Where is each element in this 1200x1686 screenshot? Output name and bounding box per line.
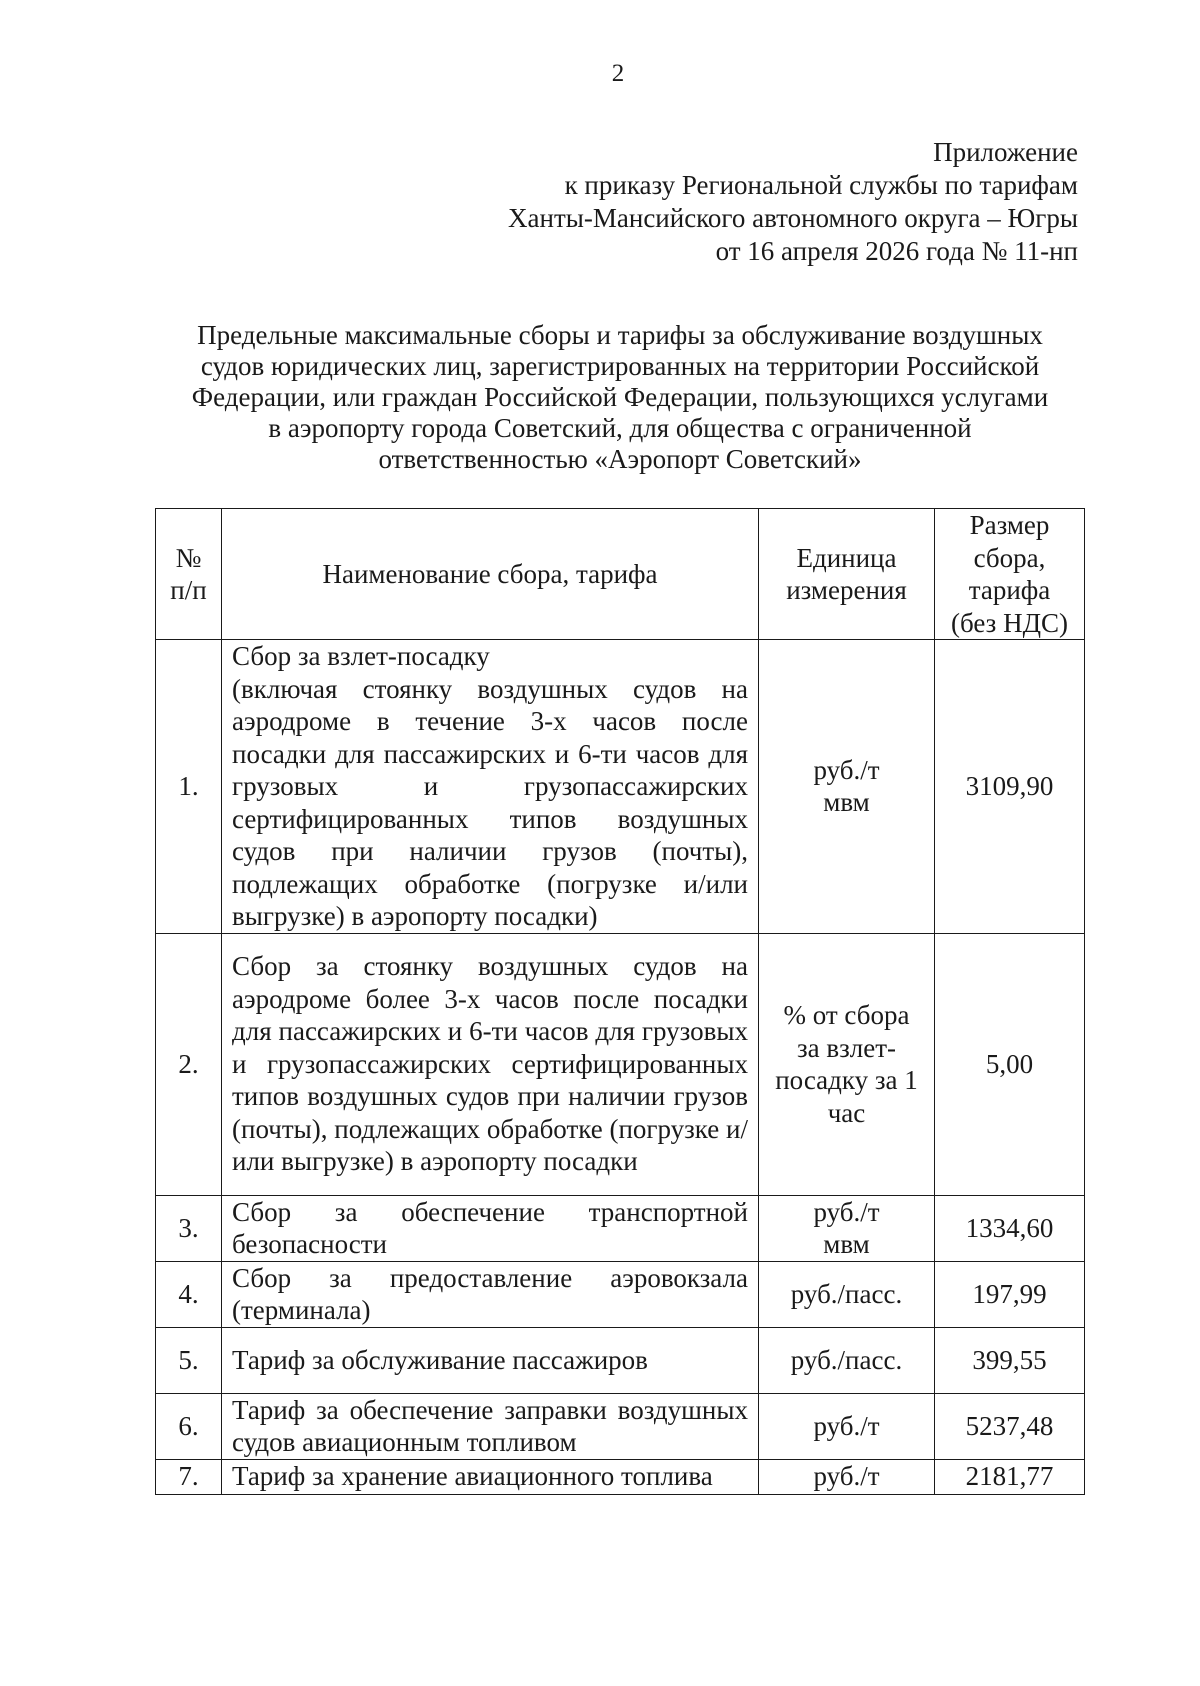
fee-name: Сбор за предоставление аэровокзала (терминала) [222,1261,759,1327]
appendix-line: от 16 апреля 2026 года № 11-нп [715,236,1078,266]
table-row [156,1393,1085,1459]
title-line: в аэропорту города Советский, для общества с ограниченной [268,413,972,443]
header-num: № п/п [156,509,222,640]
table-header-row [156,509,1085,640]
fee-name: Тариф за хранение авиационного топлива [222,1459,759,1494]
row-number: 5. [156,1327,222,1393]
fee-name: Сбор за обеспечение транспортной безопасности [222,1195,759,1261]
tariff-table [155,508,1085,1495]
title-line: Федерации, или граждан Российской Федерации, пользующихся услугами [191,382,1049,412]
row-number: 1. [156,640,222,934]
row-number: 3. [156,1195,222,1261]
fee-unit: руб./пасс. [759,1327,935,1393]
table-row [156,1195,1085,1261]
appendix-line: Приложение [933,137,1078,167]
table-row [156,1327,1085,1393]
fee-value: 1334,60 [935,1195,1085,1261]
row-number: 6. [156,1393,222,1459]
row-number: 4. [156,1261,222,1327]
fee-unit: руб./т [759,1459,935,1494]
header-unit: Единица измерения [759,509,935,640]
table-row [156,640,1085,934]
title-line: судов юридических лиц, зарегистрированных на территории Российской [200,351,1040,381]
fee-value: 5237,48 [935,1393,1085,1459]
fee-unit: руб./т мвм [759,1195,935,1261]
fee-value: 2181,77 [935,1459,1085,1494]
document-title [150,320,1090,475]
fee-unit: руб./т [759,1393,935,1459]
appendix-line: к приказу Региональной службы по тарифам [564,170,1078,200]
header-value: Размер сбора, тарифа (без НДС) [935,509,1085,640]
header-name: Наименование сбора, тарифа [222,509,759,640]
fee-unit: руб./пасс. [759,1261,935,1327]
table-row [156,1261,1085,1327]
appendix-header [508,136,1078,268]
fee-value: 197,99 [935,1261,1085,1327]
fee-name: Тариф за обслуживание пассажиров [222,1327,759,1393]
title-line: Предельные максимальные сборы и тарифы за обслуживание воздушных [197,320,1043,350]
fee-value: 5,00 [935,933,1085,1195]
fee-value: 399,55 [935,1327,1085,1393]
row-number: 7. [156,1459,222,1494]
fee-name: Сбор за стоянку воздушных судов на аэродроме более 3-х часов после посадки для пассажирских и 6-ти часов для грузовых и грузопассажирских сертифицированных типов воздушных судов при наличии грузов (почты), подлежащих обработке (погрузке и/или выгрузке) в аэропорту посадки [222,933,759,1195]
table-row [156,1459,1085,1494]
row-number: 2. [156,933,222,1195]
fee-name: Тариф за обеспечение заправки воздушных судов авиационным топливом [222,1393,759,1459]
fee-name: Сбор за взлет-посадку (включая стоянку воздушных судов на аэродроме в течение 3-х часов после посадки для пассажирских и 6-ти часов для грузовых и грузопассажирских сертифицированных типов воздушных судов при наличии грузов (почты), подлежащих обработке (погрузке и/или выгрузке) в аэропорту посадки) [222,640,759,934]
title-line: ответственностью «Аэропорт Советский» [378,444,862,474]
fee-value: 3109,90 [935,640,1085,934]
appendix-line: Ханты-Мансийского автономного округа – Югры [508,203,1078,233]
fee-unit: % от сбора за взлет- посадку за 1 час [759,933,935,1195]
fee-unit: руб./т мвм [759,640,935,934]
page-number: 2 [611,60,625,87]
table-row [156,933,1085,1195]
